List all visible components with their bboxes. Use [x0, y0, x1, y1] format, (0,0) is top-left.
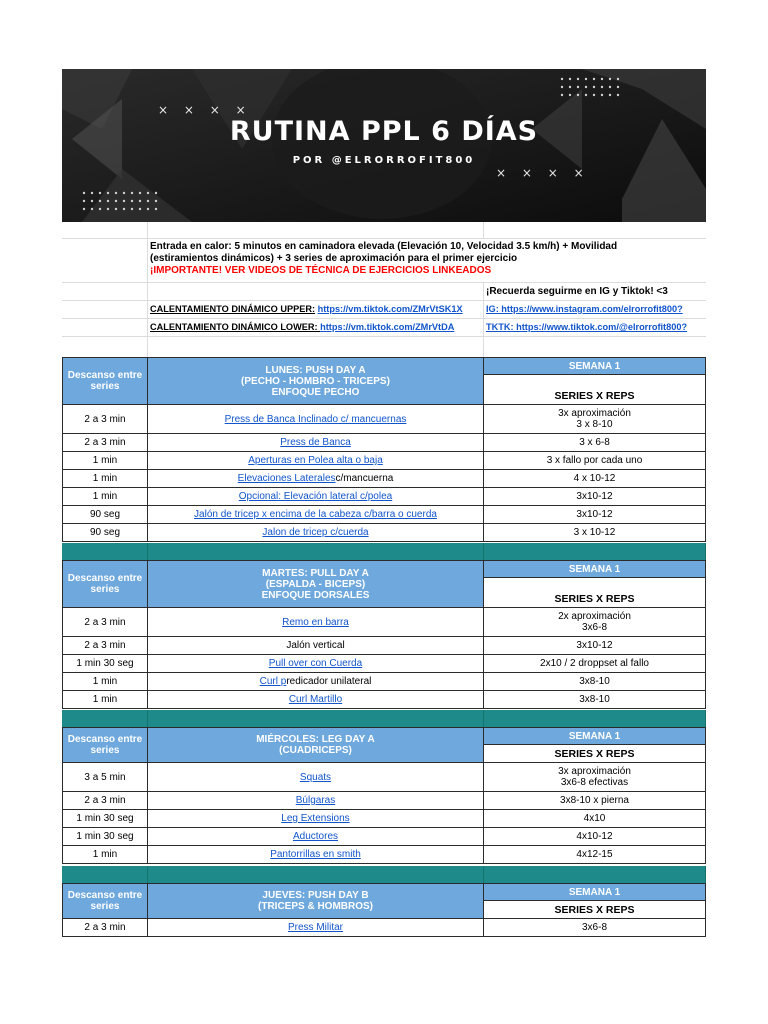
decorative-x-marks-right: × × × ×	[496, 166, 590, 180]
upper-warmup-url[interactable]: https://vm.tiktok.com/ZMrVtSK1X	[317, 304, 463, 314]
exercise-name	[148, 470, 484, 487]
series-reps	[484, 763, 706, 791]
exercise-row	[62, 792, 706, 810]
exercise-name	[148, 655, 484, 672]
day-title-line: ENFOQUE DORSALES	[261, 589, 370, 601]
exercise-text: Jalón vertical	[286, 640, 345, 651]
exercise-row	[62, 637, 706, 655]
series-reps-header: SERIES X REPS	[484, 901, 705, 918]
day-title-line: ENFOQUE PECHO	[271, 386, 360, 398]
day-table-wednesday	[62, 727, 706, 864]
exercise-name	[148, 637, 484, 654]
exercise-name	[148, 763, 484, 791]
day-title-line: (PECHO - HOMBRO - TRICEPS)	[241, 375, 390, 387]
series-reps	[484, 452, 706, 469]
exercise-note: c/mancuerna	[335, 473, 394, 484]
rest-time	[62, 919, 148, 936]
rest-time	[62, 763, 148, 791]
lower-warmup-row	[62, 319, 706, 337]
upper-warmup-label: CALENTAMIENTO DINÁMICO UPPER:	[150, 304, 316, 314]
exercise-link[interactable]: Curl Martillo	[288, 694, 343, 705]
header-banner	[62, 69, 706, 222]
rest-time-value: 2 a 3 min	[84, 640, 126, 651]
exercise-row	[62, 452, 706, 470]
series-reps	[484, 405, 706, 433]
day-header	[62, 560, 706, 608]
series-reps	[484, 691, 706, 708]
rest-time-value: 1 min 30 seg	[76, 813, 134, 824]
week-label: SEMANA 1	[484, 728, 705, 745]
series-reps-line: 3x aproximación	[558, 766, 631, 777]
exercise-name	[148, 810, 484, 827]
rest-time-value: 2 a 3 min	[84, 616, 126, 628]
rest-time	[62, 524, 148, 541]
series-reps-header: SERIES X REPS	[484, 375, 705, 404]
exercise-row	[62, 405, 706, 434]
series-reps-line: 3x8-10	[579, 676, 610, 687]
exercise-name	[148, 524, 484, 541]
exercise-row	[62, 673, 706, 691]
rest-time	[62, 792, 148, 809]
rest-time-value: 2 a 3 min	[84, 795, 126, 806]
series-reps-line: 3 x fallo por cada uno	[546, 455, 643, 466]
exercise-name	[148, 673, 484, 690]
series-reps	[484, 488, 706, 505]
week-column-header	[484, 561, 706, 607]
follow-text: ¡Recuerda seguirme en IG y Tiktok! <3	[486, 286, 668, 297]
exercise-link[interactable]: Búlgaras	[295, 795, 336, 806]
series-reps-line: 2x aproximación	[558, 611, 631, 622]
rest-header-label: Descanso entre series	[67, 890, 143, 912]
week-column-header	[484, 728, 706, 762]
rest-time-value: 2 a 3 min	[84, 413, 126, 425]
exercise-row	[62, 691, 706, 709]
exercise-link[interactable]: Press de Banca	[280, 437, 351, 448]
day-title-line: LUNES: PUSH DAY A	[265, 364, 366, 376]
rest-time-value: 2 a 3 min	[84, 922, 126, 933]
info-section	[62, 222, 706, 358]
tiktok-link[interactable]: TKTK: https://www.tiktok.com/@elrorrofit800?	[486, 322, 688, 332]
info-empty-row	[62, 337, 706, 358]
rest-time	[62, 828, 148, 845]
rest-time-value: 1 min	[92, 455, 118, 466]
exercise-name	[148, 405, 484, 433]
warmup-row	[62, 239, 706, 283]
exercise-link[interactable]: Pull over con Cuerda	[268, 658, 363, 669]
exercise-row	[62, 655, 706, 673]
exercise-link[interactable]: Jalon de tricep c/cuerda	[262, 527, 369, 538]
series-reps	[484, 673, 706, 690]
series-reps-line: 2x10 / 2 droppset al fallo	[540, 658, 649, 669]
series-reps-header: SERIES X REPS	[484, 578, 705, 607]
day-table-tuesday	[62, 560, 706, 709]
rest-time-value: 1 min 30 seg	[76, 658, 134, 669]
exercise-name	[148, 691, 484, 708]
day-title-line: MARTES: PULL DAY A	[262, 567, 369, 579]
series-reps-line: 3x8-10 x pierna	[560, 795, 629, 806]
day-title	[148, 358, 484, 404]
series-reps-line: 3x10-12	[576, 640, 613, 651]
exercise-row	[62, 919, 706, 937]
series-reps	[484, 608, 706, 636]
series-reps-line: 4x10	[583, 813, 606, 824]
upper-warmup-link[interactable]	[148, 301, 484, 318]
series-reps	[484, 637, 706, 654]
exercise-name	[148, 919, 484, 936]
rest-time	[62, 846, 148, 863]
important-notice: ¡IMPORTANTE! VER VIDEOS DE TÉCNICA DE EJERCICIOS LINKEADOS	[150, 265, 492, 276]
exercise-row	[62, 608, 706, 637]
series-reps-line: 3x6-8	[581, 922, 607, 933]
day-header	[62, 727, 706, 763]
exercise-name	[148, 434, 484, 451]
series-reps	[484, 470, 706, 487]
exercise-link[interactable]: Elevaciones Laterales	[237, 473, 336, 484]
day-title-line: JUEVES: PUSH DAY B	[262, 890, 369, 901]
exercise-name	[148, 828, 484, 845]
instagram-link[interactable]: IG: https://www.instagram.com/elrorrofit800?	[486, 304, 683, 314]
exercise-note: redicador unilateral	[286, 676, 372, 687]
info-empty-row	[62, 222, 706, 239]
exercise-link[interactable]: Press Militar	[287, 922, 343, 933]
exercise-row	[62, 470, 706, 488]
rest-time	[62, 637, 148, 654]
exercise-link[interactable]: Aperturas en Polea alta o baja	[248, 455, 383, 466]
lower-warmup-url[interactable]: https://vm.tiktok.com/ZMrVtDA	[320, 322, 455, 332]
page-title: RUTINA PPL 6 DÍAS	[229, 116, 539, 147]
day-title	[148, 884, 484, 918]
exercise-link[interactable]: Leg Extensions	[281, 813, 350, 824]
separator-row	[62, 866, 706, 883]
series-reps-line: 3x10-12	[576, 509, 613, 520]
rest-time-value: 1 min	[92, 694, 118, 705]
exercise-link[interactable]: Curl p	[259, 676, 287, 687]
rest-time	[62, 673, 148, 690]
day-title	[148, 728, 484, 762]
series-reps	[484, 810, 706, 827]
series-reps	[484, 506, 706, 523]
rest-time-value: 1 min	[92, 849, 118, 860]
warmup-line-1: Entrada en calor: 5 minutos en caminadora elevada (Elevación 10, Velocidad 3.5 km/h) + Movilidad	[150, 241, 618, 252]
exercise-row	[62, 846, 706, 864]
series-reps	[484, 919, 706, 936]
day-header	[62, 357, 706, 405]
rest-time	[62, 405, 148, 433]
exercise-link[interactable]: Pantorrillas en smith	[270, 849, 361, 860]
rest-time-value: 3 a 5 min	[84, 771, 126, 783]
series-reps-line: 3 x 8-10	[576, 419, 613, 430]
rest-time	[62, 434, 148, 451]
rest-column-header	[62, 884, 148, 918]
series-reps	[484, 846, 706, 863]
series-reps	[484, 792, 706, 809]
rest-time-value: 90 seg	[89, 509, 121, 520]
day-title-line: (TRICEPS & HOMBROS)	[258, 901, 373, 912]
rest-time-value: 1 min	[92, 491, 118, 502]
rest-time-value: 90 seg	[89, 527, 121, 538]
follow-row	[62, 283, 706, 301]
exercise-row	[62, 488, 706, 506]
series-reps	[484, 524, 706, 541]
rest-header-label: Descanso entre series	[67, 370, 143, 392]
separator-row	[62, 710, 706, 727]
exercise-row	[62, 506, 706, 524]
lower-warmup-label: CALENTAMIENTO DINÁMICO LOWER:	[150, 322, 321, 332]
week-label: SEMANA 1	[484, 358, 705, 375]
series-reps-line: 3x8-10	[579, 694, 610, 705]
day-table-thursday	[62, 883, 706, 937]
series-reps	[484, 655, 706, 672]
separator-row	[62, 543, 706, 560]
decorative-x-marks-left: × × × ×	[158, 103, 252, 117]
exercise-link[interactable]: Opcional: Elevación lateral c/polea	[238, 491, 393, 502]
series-reps-line: 3x10-12	[576, 491, 613, 502]
day-title-line: (ESPALDA - BICEPS)	[265, 578, 366, 590]
series-reps-line: 3x6-8	[581, 622, 607, 633]
series-reps-line: 3x6-8 efectivas	[560, 777, 629, 788]
series-reps-header: SERIES X REPS	[484, 745, 705, 762]
day-title	[148, 561, 484, 607]
week-label: SEMANA 1	[484, 561, 705, 578]
rest-time	[62, 810, 148, 827]
exercise-name	[148, 608, 484, 636]
exercise-name	[148, 488, 484, 505]
rest-time-value: 1 min	[92, 473, 118, 484]
exercise-link[interactable]: Jalón de tricep x encima de la cabeza c/barra o cuerda	[194, 509, 437, 520]
series-reps-line: 4 x 10-12	[573, 473, 616, 484]
rest-time	[62, 452, 148, 469]
page-subtitle: POR @ELRORROFIT800	[292, 155, 476, 166]
exercise-link[interactable]: Aductores	[292, 831, 339, 842]
rest-time-value: 1 min 30 seg	[76, 831, 134, 842]
rest-time	[62, 691, 148, 708]
day-title-line: MIÉRCOLES: LEG DAY A	[256, 734, 375, 745]
series-reps-line: 3x aproximación	[558, 408, 631, 419]
rest-time	[62, 608, 148, 636]
day-title-line: (CUADRICEPS)	[279, 745, 352, 756]
rest-column-header	[62, 561, 148, 607]
series-reps-line: 4x12-15	[576, 849, 613, 860]
exercise-link[interactable]: Remo en barra	[282, 616, 349, 628]
exercise-name	[148, 506, 484, 523]
rest-time	[62, 470, 148, 487]
week-column-header	[484, 884, 706, 918]
series-reps-line: 3 x 6-8	[579, 437, 610, 448]
exercise-row	[62, 810, 706, 828]
day-header	[62, 883, 706, 919]
exercise-row	[62, 763, 706, 792]
exercise-link[interactable]: Press de Banca Inclinado c/ mancuernas	[224, 413, 407, 425]
exercise-name	[148, 846, 484, 863]
upper-warmup-row	[62, 301, 706, 319]
exercise-name	[148, 792, 484, 809]
series-reps-line: 4x10-12	[576, 831, 613, 842]
exercise-row	[62, 434, 706, 452]
rest-column-header	[62, 728, 148, 762]
rest-time	[62, 488, 148, 505]
series-reps	[484, 828, 706, 845]
rest-header-label: Descanso entre series	[67, 573, 143, 595]
rest-time-value: 1 min	[92, 676, 118, 687]
exercise-row	[62, 828, 706, 846]
rest-time-value: 2 a 3 min	[84, 437, 126, 448]
exercise-row	[62, 524, 706, 542]
exercise-link[interactable]: Squats	[299, 771, 332, 783]
week-column-header	[484, 358, 706, 404]
exercise-name	[148, 452, 484, 469]
series-reps	[484, 434, 706, 451]
rest-time	[62, 506, 148, 523]
rest-time	[62, 655, 148, 672]
warmup-line-2: (estiramientos dinámicos) + 3 series de aproximación para el primer ejercicio	[150, 253, 518, 264]
series-reps-line: 3 x 10-12	[573, 527, 616, 538]
lower-warmup-link[interactable]	[148, 319, 484, 336]
rest-column-header	[62, 358, 148, 404]
rest-header-label: Descanso entre series	[67, 734, 143, 756]
week-label: SEMANA 1	[484, 884, 705, 901]
day-table-monday	[62, 357, 706, 542]
